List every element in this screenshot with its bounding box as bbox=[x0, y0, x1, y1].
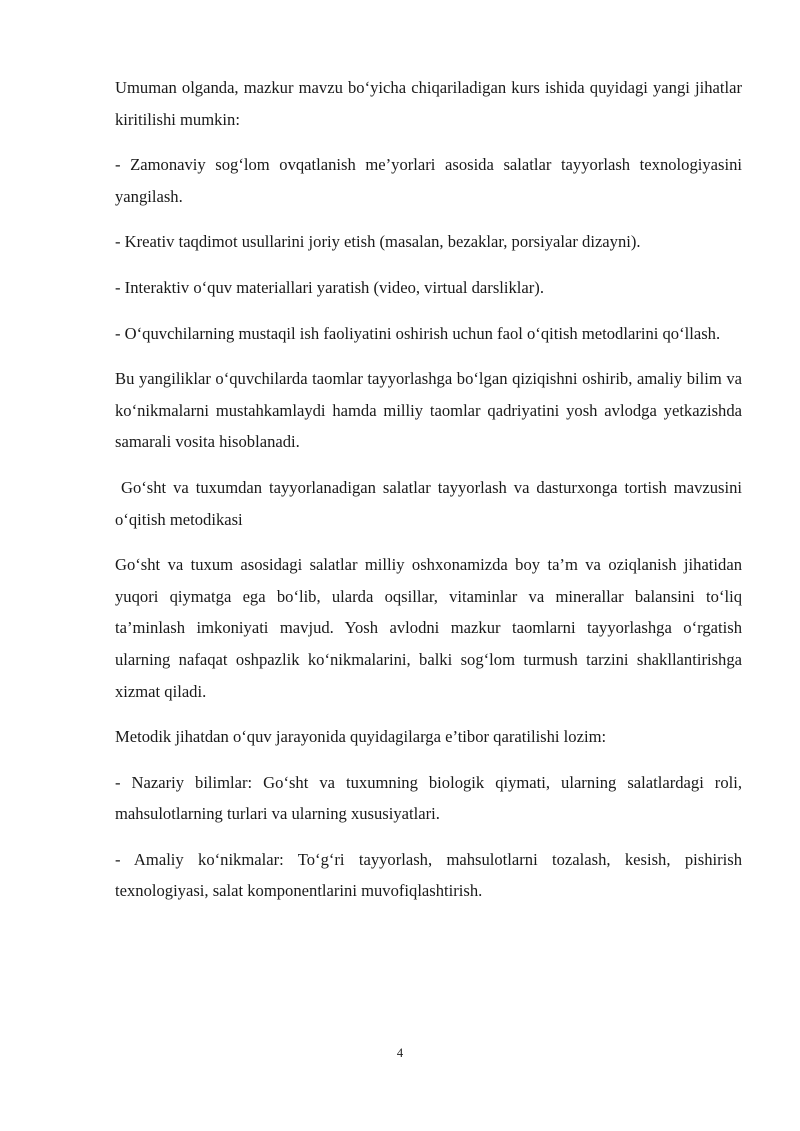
section-heading: Go‘sht va tuxumdan tayyorlanadigan salatlar tayyorlash va dasturxonga tortish mavzusini o‘qitish metodikasi bbox=[115, 477, 742, 529]
list-item: - Zamonaviy sog‘lom ovqatlanish me’yorlari asosida salatlar tayyorlash texnologiyasini yangilash. bbox=[115, 155, 742, 206]
body-paragraph: Metodik jihatdan o‘quv jarayonida quyidagilarga e’tibor qaratilishi lozim: bbox=[115, 727, 607, 747]
intro-paragraph: Umuman olganda, mazkur mavzu bo‘yicha chiqariladigan kurs ishida quyidagi yangi jihatlar kiritilishi mumkin: bbox=[115, 78, 742, 129]
document-page bbox=[115, 72, 742, 921]
body-paragraph: Bu yangiliklar o‘quvchilarda taomlar tayyorlashga bo‘lgan qiziqishni oshirib, amaliy bilim va ko‘nikmalarni mustahkamlaydi hamda milliy taomlar qadriyatini yosh avlodga yetkazishda samarali vosita hisoblanadi. bbox=[115, 369, 742, 452]
list-item: - Kreativ taqdimot usullarini joriy etish (masalan, bezaklar, porsiyalar dizayni). bbox=[115, 232, 641, 252]
list-item: - O‘quvchilarning mustaqil ish faoliyatini oshirish uchun faol o‘qitish metodlarini qo‘llash. bbox=[115, 323, 721, 343]
list-item: - Interaktiv o‘quv materiallari yaratish (video, virtual darsliklar). bbox=[115, 277, 544, 297]
body-paragraph: Go‘sht va tuxum asosidagi salatlar milliy oshxonamizda boy ta’m va oziqlanish jihatidan yuqori qiymatga ega bo‘lib, ularda oqsillar, vitaminlar va minerallar balansini to‘liq ta’minlash imkoniyati mavjud. Yosh avlodni mazkur taomlarni tayyorlashga o‘rgatish ularning nafaqat oshpazlik ko‘nikmalarini, balki sog‘lom turmush tarzini shakllantirishga xizmat qiladi. bbox=[115, 555, 742, 701]
list-item: - Amaliy ko‘nikmalar: To‘g‘ri tayyorlash, mahsulotlarni tozalash, kesish, pishirish texnologiyasi, salat komponentlarini muvofiqlashtirish. bbox=[115, 849, 742, 901]
page-number: 4 bbox=[396, 1046, 404, 1060]
list-item: - Nazariy bilimlar: Go‘sht va tuxumning biologik qiymati, ularning salatlardagi roli, mahsulotlarning turlari va ularning xususiyatlari. bbox=[115, 772, 742, 824]
